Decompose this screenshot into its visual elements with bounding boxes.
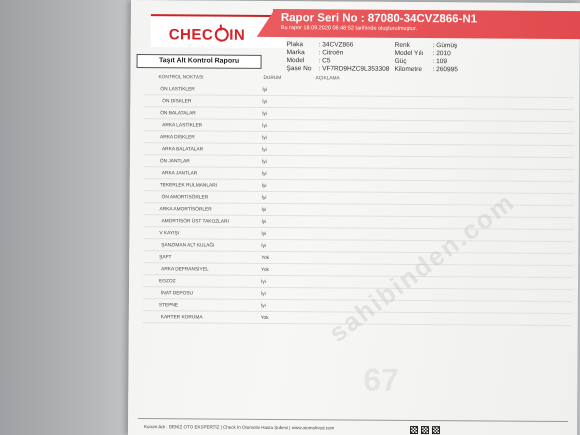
row-point: ARKA LASTİKLER <box>162 123 203 129</box>
row-point: ARKA DEFRANSİYEL <box>161 267 209 273</box>
row-status: İyi <box>261 159 267 165</box>
vehicle-info-row: Şase No : VF7RD9HZC9L353308 <box>286 65 390 73</box>
row-point: ŞANZIMAN ALT KULAĞI <box>161 243 215 249</box>
row-status: İyi <box>261 207 267 213</box>
qr-code-icon <box>410 426 418 434</box>
row-status: Yok <box>260 315 269 321</box>
watermark-number: 67 <box>363 361 400 398</box>
row-status: İyi <box>261 279 266 285</box>
row-status: İyi <box>260 303 266 309</box>
row-point: ARKA BALATALAR <box>161 147 204 153</box>
vehicle-info-row: Güç : 109 <box>394 57 448 66</box>
qr-code-icon <box>421 426 429 434</box>
row-point: AMORTİSÖR ÜST TAKOZLARI <box>161 219 229 225</box>
qr-code-icon <box>432 426 440 434</box>
section-title: Taşıt Alt Kontrol Raporu <box>137 54 262 69</box>
report-date: Bu rapor 18.09.2020 08:48:52 tarihinde oluşturulmuştur. <box>280 25 417 32</box>
vehicle-info-row: Model Yılı : 2010 <box>394 49 451 58</box>
vehicle-info-row: Kilometre : 260995 <box>394 65 458 74</box>
checkin-logo: CHEC IN <box>168 26 246 44</box>
row-point: ÖN JANTLAR <box>159 159 190 165</box>
row-point: ARKA JANTLAR <box>161 171 198 177</box>
row-point: V KAYIŞI <box>159 231 180 237</box>
row-point: KARTER KORUMA <box>160 315 203 321</box>
vehicle-info-row: Marka : Citroën <box>286 49 344 57</box>
row-status: İyi <box>261 147 267 153</box>
row-status: İyi <box>262 123 267 129</box>
row-status: Yok <box>261 255 270 261</box>
vehicle-info-row: Plaka : 34CVZ866 <box>286 41 354 49</box>
header-point: KONTROL NOKTASI <box>158 75 204 81</box>
row-point: ARKA AMORTİSÖRLER <box>159 207 212 213</box>
report-page <box>128 0 580 435</box>
vehicle-info-row: Model : C5 <box>286 57 331 65</box>
row-point: ÖN DİSKLER <box>162 99 192 105</box>
row-point: İNAT DEPOSU <box>160 291 194 297</box>
row-status: İyi <box>260 291 266 297</box>
row-point: TEKERLEK RULMANLARI <box>159 183 218 189</box>
row-point: ÖN BALATALAR <box>160 111 196 117</box>
report-serial-title: Rapor Seri No : 87080-34CVZ866-N1 <box>280 12 478 26</box>
row-status: İyi <box>262 135 267 141</box>
row-status: İyi <box>261 231 267 237</box>
row-point: STEPNE <box>158 303 179 309</box>
row-point: ŞAFT <box>159 255 172 261</box>
row-status: İyi <box>261 171 267 177</box>
footer-text: Kurum Adı : DENİZ OTO EKSPERTİZ | Check In Otomotiv Hasta Şubesi | www.otomotived.com <box>144 424 335 431</box>
row-status: İyi <box>261 183 267 189</box>
row-status: İyi <box>261 195 267 201</box>
watermark-text: sahibinden.com <box>323 186 521 348</box>
row-status: İyi <box>262 111 268 117</box>
row-point: ÖN AMORTİSÖRLER <box>161 195 209 201</box>
row-status: İyi <box>261 243 267 249</box>
footer <box>138 418 568 435</box>
row-point: EGZOZ <box>159 279 176 285</box>
header-status: DURUM <box>263 75 282 82</box>
row-point: ÖN LASTİKLER <box>160 87 195 93</box>
row-status: Yok <box>261 267 269 273</box>
logo-ring-icon <box>214 28 228 42</box>
background-left <box>0 0 131 435</box>
row-status: İyi <box>262 87 268 93</box>
header-note: AÇIKLAMA <box>315 76 340 82</box>
vehicle-info-row: Renk : Gümüş <box>394 41 458 50</box>
row-status: İyi <box>262 99 268 105</box>
row-status: İyi <box>261 219 267 225</box>
row-point: ARKA DİSKLER <box>160 135 195 141</box>
